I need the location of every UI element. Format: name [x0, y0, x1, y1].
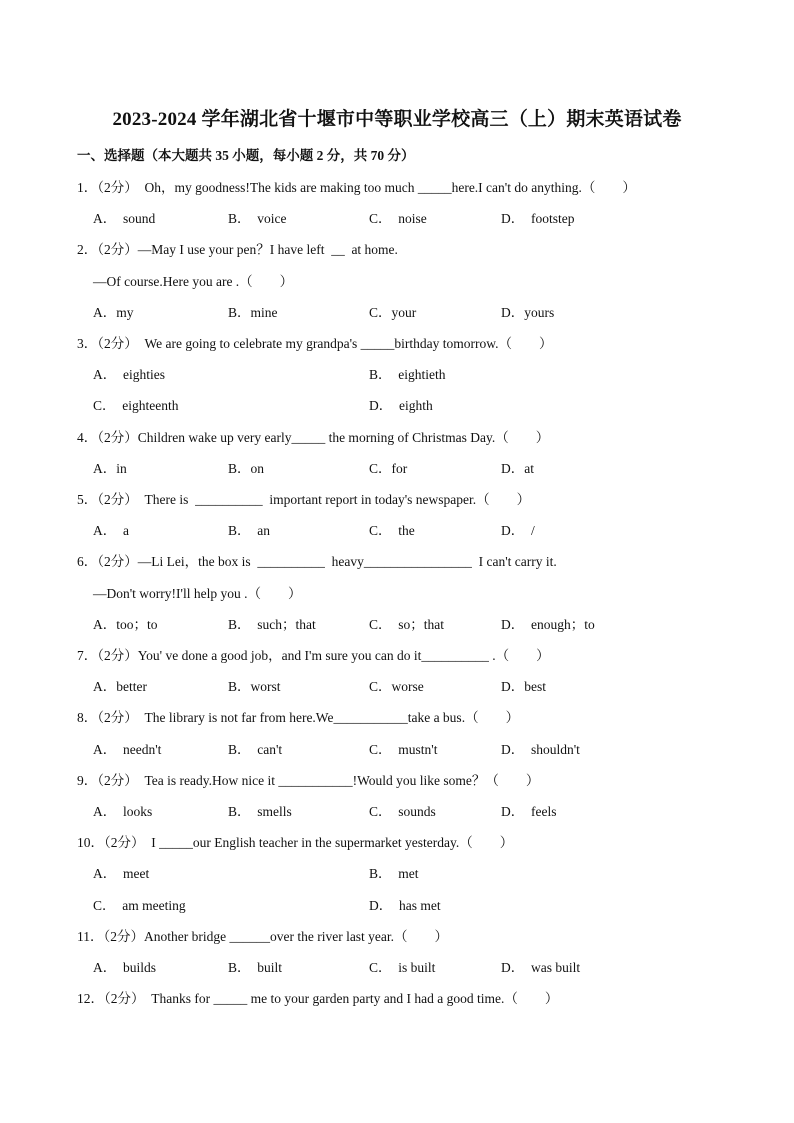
q8-option-b[interactable]: B． can't — [228, 742, 283, 757]
q8-option-c[interactable]: C． mustn't — [369, 742, 438, 757]
q9-option-a[interactable]: A． looks — [93, 804, 153, 819]
q11-option-d[interactable]: D． was built — [501, 960, 581, 975]
q2-option-a[interactable]: A．my — [93, 305, 134, 320]
q4-option-b[interactable]: B．on — [228, 461, 265, 476]
q8-option-d[interactable]: D． shouldn't — [501, 742, 580, 757]
q5-option-a[interactable]: A． a — [93, 523, 129, 538]
q11-option-c[interactable]: C． is built — [369, 960, 436, 975]
q9-option-d[interactable]: D． feels — [501, 804, 557, 819]
q8-option-a[interactable]: A． needn't — [93, 742, 162, 757]
q10-option-c[interactable]: C． am meeting — [93, 898, 186, 913]
q3-option-c[interactable]: C． eighteenth — [93, 398, 179, 413]
q11-option-b[interactable]: B． built — [228, 960, 283, 975]
question-2-line-2: —Of course.Here you are .（ ） — [93, 274, 294, 289]
question-11: 11．（2分）Another bridge ______over the river last year.（ ） — [77, 929, 449, 944]
question-7: 7．（2分）You' ve done a good job，and I'm sure you can do it__________ .（ ） — [77, 648, 550, 663]
q1-option-c[interactable]: C． noise — [369, 211, 427, 226]
q7-option-b[interactable]: B．worst — [228, 679, 281, 694]
question-12: 12．（2分） Thanks for _____ me to your garden party and I had a good time.（ ） — [77, 991, 559, 1006]
section-heading: 一、选择题（本大题共 35 小题，每小题 2 分，共 70 分） — [77, 148, 415, 163]
question-2: 2．（2分）—May I use your pen？I have left __ at home. — [77, 242, 398, 257]
question-1: 1．（2分） Oh，my goodness!The kids are making too much _____here.I can't do anything.（ ） — [77, 180, 636, 195]
q7-option-c[interactable]: C．worse — [369, 679, 424, 694]
q11-option-a[interactable]: A． builds — [93, 960, 157, 975]
q10-option-d[interactable]: D． has met — [369, 898, 441, 913]
question-4: 4．（2分）Children wake up very early_____ the morning of Christmas Day.（ ） — [77, 430, 550, 445]
exam-title: 2023-2024 学年湖北省十堰市中等职业学校高三（上）期末英语试卷 — [112, 109, 682, 130]
q7-option-a[interactable]: A．better — [93, 679, 147, 694]
q2-option-c[interactable]: C．your — [369, 305, 417, 320]
q6-option-d[interactable]: D． enough；to — [501, 617, 595, 632]
q2-option-b[interactable]: B．mine — [228, 305, 278, 320]
q4-option-d[interactable]: D．at — [501, 461, 534, 476]
question-5: 5．（2分） There is __________ important report in today's newspaper.（ ） — [77, 492, 531, 507]
q10-option-a[interactable]: A． meet — [93, 866, 150, 881]
q3-option-d[interactable]: D． eighth — [369, 398, 433, 413]
q6-option-a[interactable]: A．too；to — [93, 617, 158, 632]
q5-option-d[interactable]: D． / — [501, 523, 535, 538]
q1-option-d[interactable]: D． footstep — [501, 211, 575, 226]
q3-option-b[interactable]: B． eightieth — [369, 367, 446, 382]
question-10: 10．（2分） I _____our English teacher in the supermarket yesterday.（ ） — [77, 835, 514, 850]
q1-option-a[interactable]: A． sound — [93, 211, 156, 226]
question-6: 6．（2分）—Li Lei，the box is __________ heavy________________ I can't carry it. — [77, 554, 557, 569]
q1-option-b[interactable]: B． voice — [228, 211, 287, 226]
q5-option-b[interactable]: B． an — [228, 523, 270, 538]
q3-option-a[interactable]: A． eighties — [93, 367, 165, 382]
q10-option-b[interactable]: B． met — [369, 866, 419, 881]
question-6-line-2: —Don't worry!I'll help you .（ ） — [93, 586, 302, 601]
q9-option-c[interactable]: C． sounds — [369, 804, 436, 819]
q7-option-d[interactable]: D．best — [501, 679, 546, 694]
q4-option-a[interactable]: A．in — [93, 461, 127, 476]
q9-option-b[interactable]: B． smells — [228, 804, 292, 819]
q5-option-c[interactable]: C． the — [369, 523, 415, 538]
q6-option-b[interactable]: B． such；that — [228, 617, 316, 632]
question-3: 3．（2分） We are going to celebrate my grandpa's _____birthday tomorrow.（ ） — [77, 336, 553, 351]
q4-option-c[interactable]: C．for — [369, 461, 408, 476]
q6-option-c[interactable]: C． so；that — [369, 617, 445, 632]
question-8: 8．（2分） The library is not far from here.We___________take a bus.（ ） — [77, 710, 520, 725]
question-9: 9．（2分） Tea is ready.How nice it ___________!Would you like some？（ ） — [77, 773, 540, 788]
q2-option-d[interactable]: D．yours — [501, 305, 555, 320]
